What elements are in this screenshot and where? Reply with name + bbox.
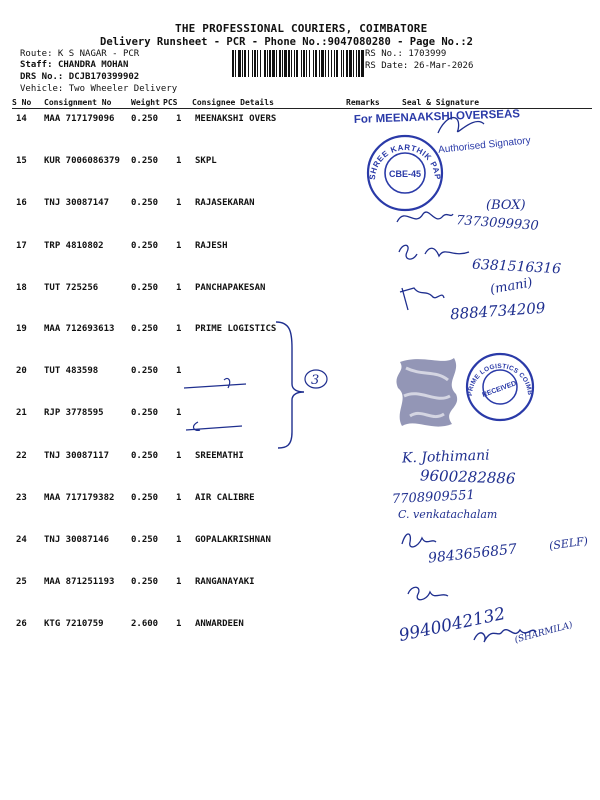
barcode-bar xyxy=(248,50,249,77)
barcode-bar xyxy=(325,50,326,77)
cell-consignee: PANCHAPAKESAN xyxy=(195,283,266,293)
barcode-bar xyxy=(313,50,314,77)
cell-sno: 18 xyxy=(16,283,27,293)
cell-pcs: 1 xyxy=(176,619,182,629)
row22-name: K. Jothimani xyxy=(401,447,490,467)
rs-number: RS No.: 1703999 xyxy=(365,49,447,59)
drs-label: DRS No.: xyxy=(20,72,64,82)
prime-stamp-ring-text: PRIME LOGISTICS COIMBATORE xyxy=(455,347,534,397)
prime-stamp-center: RECEIVED xyxy=(481,380,518,400)
barcode-bar xyxy=(260,50,261,77)
row23-phone: 7708909551 xyxy=(391,487,476,508)
row23-name: C. venkatachalam xyxy=(398,508,498,521)
barcode-bar xyxy=(331,50,332,77)
barcode-bar xyxy=(242,50,243,77)
barcode-bar xyxy=(269,50,271,77)
barcode-bar xyxy=(257,50,258,77)
cell-weight: 0.250 xyxy=(131,241,159,251)
cell-weight: 0.250 xyxy=(131,535,159,545)
cell-sno: 19 xyxy=(16,324,27,334)
barcode-bar xyxy=(346,50,348,77)
prime-scribble-stamp xyxy=(392,352,464,432)
row18-note: (mani) xyxy=(489,275,534,298)
cell-consignment: MAA 717179096 xyxy=(44,114,115,124)
barcode-bar xyxy=(296,50,298,77)
barcode-bar xyxy=(284,50,287,77)
cell-pcs: 1 xyxy=(176,283,182,293)
cell-consignee: SREEMATHI xyxy=(195,451,244,461)
row16-note: (BOX) xyxy=(486,198,526,213)
col-header-pcs: PCS xyxy=(163,98,178,107)
cell-weight: 0.250 xyxy=(131,408,159,418)
cell-consignee: PRIME LOGISTICS xyxy=(195,324,277,334)
cell-sno: 16 xyxy=(16,198,27,208)
barcode-bar xyxy=(244,50,246,77)
cell-consignee: GOPALAKRISHNAN xyxy=(195,535,271,545)
skpl-stamp-ring-text: SHREE KARTHIK PAPERS LTD xyxy=(356,128,443,181)
barcode-bar xyxy=(349,50,352,77)
cell-sno: 14 xyxy=(16,114,27,124)
cell-weight: 0.250 xyxy=(131,156,159,166)
barcode-bar xyxy=(235,50,236,77)
barcode-bar xyxy=(319,50,320,77)
cell-consignee: RANGANAYAKI xyxy=(195,577,255,587)
cell-consignee: ANWARDEEN xyxy=(195,619,244,629)
cell-pcs: 1 xyxy=(176,577,182,587)
barcode-bar xyxy=(282,50,283,77)
barcode-bar xyxy=(343,50,344,77)
staff-name: CHANDRA MOHAN xyxy=(57,60,129,70)
col-header-remarks: Remarks xyxy=(346,98,380,107)
barcode-bar xyxy=(272,50,275,77)
cell-consignment: TUT 725256 xyxy=(44,283,99,293)
staff-info xyxy=(20,60,128,70)
cell-pcs: 1 xyxy=(176,451,182,461)
barcode-bar xyxy=(294,50,295,77)
cell-consignee: RAJESH xyxy=(195,241,228,251)
cell-consignment: MAA 717179382 xyxy=(44,493,115,503)
cell-sno: 24 xyxy=(16,535,27,545)
cell-consignment: TNJ 30087147 xyxy=(44,198,110,208)
cell-sno: 22 xyxy=(16,451,27,461)
cell-consignee: SKPL xyxy=(195,156,217,166)
bracket-rows-19-21 xyxy=(180,318,340,458)
cell-sno: 23 xyxy=(16,493,27,503)
company-title: THE PROFESSIONAL COURIERS, COIMBATORE xyxy=(175,22,428,35)
cell-weight: 0.250 xyxy=(131,198,159,208)
barcode-bar xyxy=(254,50,256,77)
cell-consignment: RJP 3778595 xyxy=(44,408,104,418)
row16-phone: 7373099930 xyxy=(455,213,540,234)
cell-consignment: MAA 871251193 xyxy=(44,577,115,587)
barcode-bar xyxy=(361,50,364,77)
skpl-stamp-center: CBE-45 xyxy=(388,169,422,179)
row17-phone: 6381516316 xyxy=(471,256,562,278)
staff-label: Staff: xyxy=(20,60,53,70)
meenakshi-stamp-text: For MEENAAKSHI OVERSEAS xyxy=(353,108,521,126)
barcode-bar xyxy=(358,50,360,77)
barcode-bar xyxy=(252,50,253,77)
row26-note: (SHARMILA) xyxy=(513,620,574,646)
barcode-bar xyxy=(306,50,307,77)
cell-pcs: 1 xyxy=(176,408,182,418)
barcode-bar xyxy=(238,50,241,77)
rs-date: RS Date: 26-Mar-2026 xyxy=(365,61,474,71)
authorised-signatory-label: Authorised Signatory xyxy=(437,135,532,156)
col-header-consignee: Consignee Details xyxy=(192,98,274,107)
barcode-bar xyxy=(336,50,338,77)
cell-consignment: MAA 712693613 xyxy=(44,324,115,334)
cell-pcs: 1 xyxy=(176,198,182,208)
barcode-bar xyxy=(315,50,317,77)
row24-note: (SELF) xyxy=(548,534,589,553)
cell-sno: 15 xyxy=(16,156,27,166)
col-header-seal: Seal & Signature xyxy=(402,98,480,107)
cell-consignment: KTG 7210759 xyxy=(44,619,104,629)
barcode-bar xyxy=(341,50,342,77)
row17-signature xyxy=(395,240,475,265)
cell-sno: 17 xyxy=(16,241,27,251)
barcode-bar xyxy=(288,50,290,77)
barcode-bar xyxy=(279,50,281,77)
col-header-weight: Weight xyxy=(131,98,160,107)
cell-consignment: TUT 483598 xyxy=(44,366,99,376)
drs-info xyxy=(20,72,139,82)
route-info: Route: K S NAGAR - PCR xyxy=(20,49,140,59)
cell-weight: 0.250 xyxy=(131,283,159,293)
cell-consignment: TNJ 30087117 xyxy=(44,451,110,461)
cell-weight: 2.600 xyxy=(131,619,159,629)
row22-phone: 9600282886 xyxy=(419,466,516,488)
cell-weight: 0.250 xyxy=(131,451,159,461)
row18-signature xyxy=(398,282,448,314)
barcode-image xyxy=(232,50,362,77)
cell-pcs: 1 xyxy=(176,241,182,251)
cell-sno: 20 xyxy=(16,366,27,376)
row25-signature xyxy=(404,580,454,606)
row24-phone: 9843656857 xyxy=(427,541,518,567)
barcode-bar xyxy=(334,50,335,77)
cell-sno: 26 xyxy=(16,619,27,629)
cell-pcs: 1 xyxy=(176,366,182,376)
bracket-count: 3 xyxy=(311,373,320,388)
row18-phone: 8884734209 xyxy=(449,298,546,324)
row26-phone: 9940042132 xyxy=(397,603,508,647)
cell-consignee: AIR CALIBRE xyxy=(195,493,255,503)
col-header-consignment: Consignment No xyxy=(44,98,112,107)
barcode-bar xyxy=(276,50,277,77)
cell-weight: 0.250 xyxy=(131,493,159,503)
barcode-bar xyxy=(328,50,329,77)
barcode-bar xyxy=(232,50,234,77)
cell-pcs: 1 xyxy=(176,114,182,124)
vehicle-info: Vehicle: Two Wheeler Delivery xyxy=(20,84,178,94)
cell-weight: 0.250 xyxy=(131,114,159,124)
cell-pcs: 1 xyxy=(176,324,182,334)
row24-signature xyxy=(398,528,438,552)
cell-weight: 0.250 xyxy=(131,366,159,376)
barcode-bar xyxy=(303,50,305,77)
cell-pcs: 1 xyxy=(176,493,182,503)
cell-sno: 21 xyxy=(16,408,27,418)
cell-consignment: TRP 4810802 xyxy=(44,241,104,251)
cell-consignment: TNJ 30087146 xyxy=(44,535,110,545)
cell-weight: 0.250 xyxy=(131,577,159,587)
barcode-bar xyxy=(321,50,324,77)
runsheet-subtitle: Delivery Runsheet - PCR - Phone No.:9047080280 - Page No.:2 xyxy=(100,36,473,48)
barcode-bar xyxy=(264,50,266,77)
barcode-bar xyxy=(301,50,302,77)
cell-consignee: RAJASEKARAN xyxy=(195,198,255,208)
row16-signature xyxy=(395,200,455,235)
cell-pcs: 1 xyxy=(176,156,182,166)
barcode-bar xyxy=(309,50,310,77)
cell-pcs: 1 xyxy=(176,535,182,545)
col-header-sno: S No xyxy=(12,98,32,107)
cell-consignment: KUR 7006086379 xyxy=(44,156,120,166)
barcode-bar xyxy=(353,50,354,77)
cell-sno: 25 xyxy=(16,577,27,587)
prime-round-stamp xyxy=(455,347,548,424)
cell-weight: 0.250 xyxy=(131,324,159,334)
cell-consignee: MEENAKSHI OVERS xyxy=(195,114,277,124)
barcode-bar xyxy=(291,50,292,77)
barcode-bar xyxy=(267,50,268,77)
barcode-bar xyxy=(356,50,357,77)
drs-number: DCJB170399902 xyxy=(68,72,140,82)
